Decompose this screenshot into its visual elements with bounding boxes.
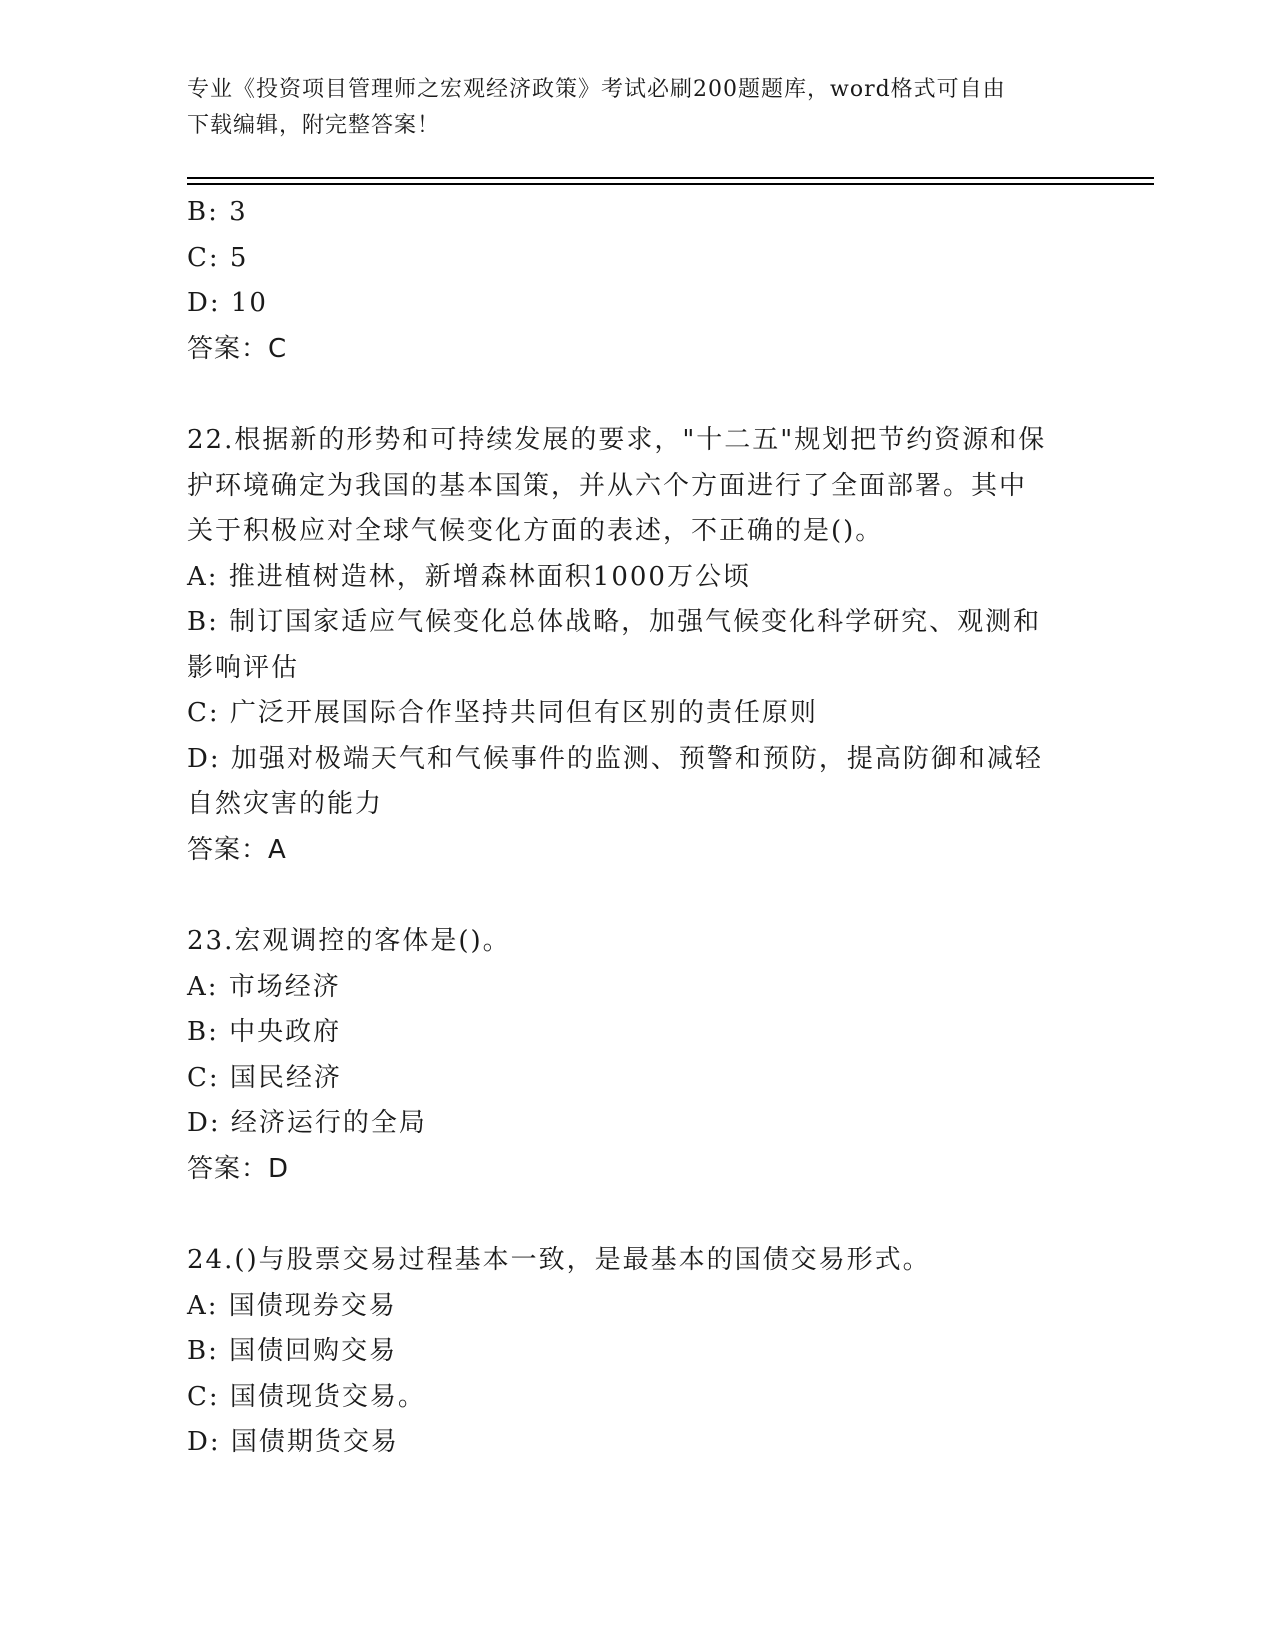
option-a: A: 市场经济 <box>187 971 341 1002</box>
spacer <box>187 372 1087 418</box>
question-stem-line: 护环境确定为我国的基本国策，并从六个方面进行了全面部署。其中 <box>187 470 1028 501</box>
question-stem-line: 23.宏观调控的客体是()。 <box>187 926 511 956</box>
option-b: B: 国债回购交易 <box>187 1336 398 1366</box>
answer-line: 答案：C <box>187 333 288 364</box>
option-a: A: 推进植树造林，新增森林面积1000万公顷 <box>187 561 751 592</box>
spacer <box>187 873 1087 919</box>
option-d: D: 10 <box>187 288 268 318</box>
option-b: B: 中央政府 <box>187 1017 342 1047</box>
header-divider-top <box>187 177 1154 179</box>
document-header <box>187 72 1087 144</box>
question-22 <box>187 418 1087 873</box>
answer-line: 答案：D <box>187 1153 290 1184</box>
question-23 <box>187 919 1087 1192</box>
question-stem-line: 24.()与股票交易过程基本一致，是最基本的国债交易形式。 <box>187 1245 931 1275</box>
question-24 <box>187 1238 1087 1466</box>
option-a: A: 国债现券交易 <box>187 1290 397 1321</box>
header-divider-bottom <box>187 183 1154 185</box>
option-d: D: 国债期货交易 <box>187 1427 399 1457</box>
option-b: B: 3 <box>187 197 248 227</box>
option-c: C: 国民经济 <box>187 1062 342 1093</box>
spacer <box>187 1192 1087 1238</box>
option-c: C: 5 <box>187 242 249 273</box>
option-b-continued: 影响评估 <box>187 652 300 683</box>
option-c: C: 广泛开展国际合作坚持共同但有区别的责任原则 <box>187 698 818 728</box>
question-stem-line: 22.根据新的形势和可持续发展的要求，"十二五"规划把节约资源和保 <box>187 425 1047 455</box>
question-list <box>187 190 1087 1466</box>
option-c: C: 国债现货交易。 <box>187 1381 426 1412</box>
option-d: D: 经济运行的全局 <box>187 1108 427 1138</box>
option-d: D: 加强对极端天气和气候事件的监测、预警和预防，提高防御和减轻 <box>187 743 1043 774</box>
question-stem-line: 关于积极应对全球气候变化方面的表述，不正确的是()。 <box>187 516 884 546</box>
option-d-continued: 自然灾害的能力 <box>187 789 384 819</box>
header-line-1: 专业《投资项目管理师之宏观经济政策》考试必刷200题题库，word格式可自由 <box>187 77 1006 102</box>
header-line-2: 下载编辑，附完整答案！ <box>187 113 441 138</box>
option-b: B: 制订国家适应气候变化总体战略，加强气候变化科学研究、观测和 <box>187 607 1042 637</box>
answer-line: 答案：A <box>187 834 287 865</box>
question-21-tail <box>187 190 1087 372</box>
